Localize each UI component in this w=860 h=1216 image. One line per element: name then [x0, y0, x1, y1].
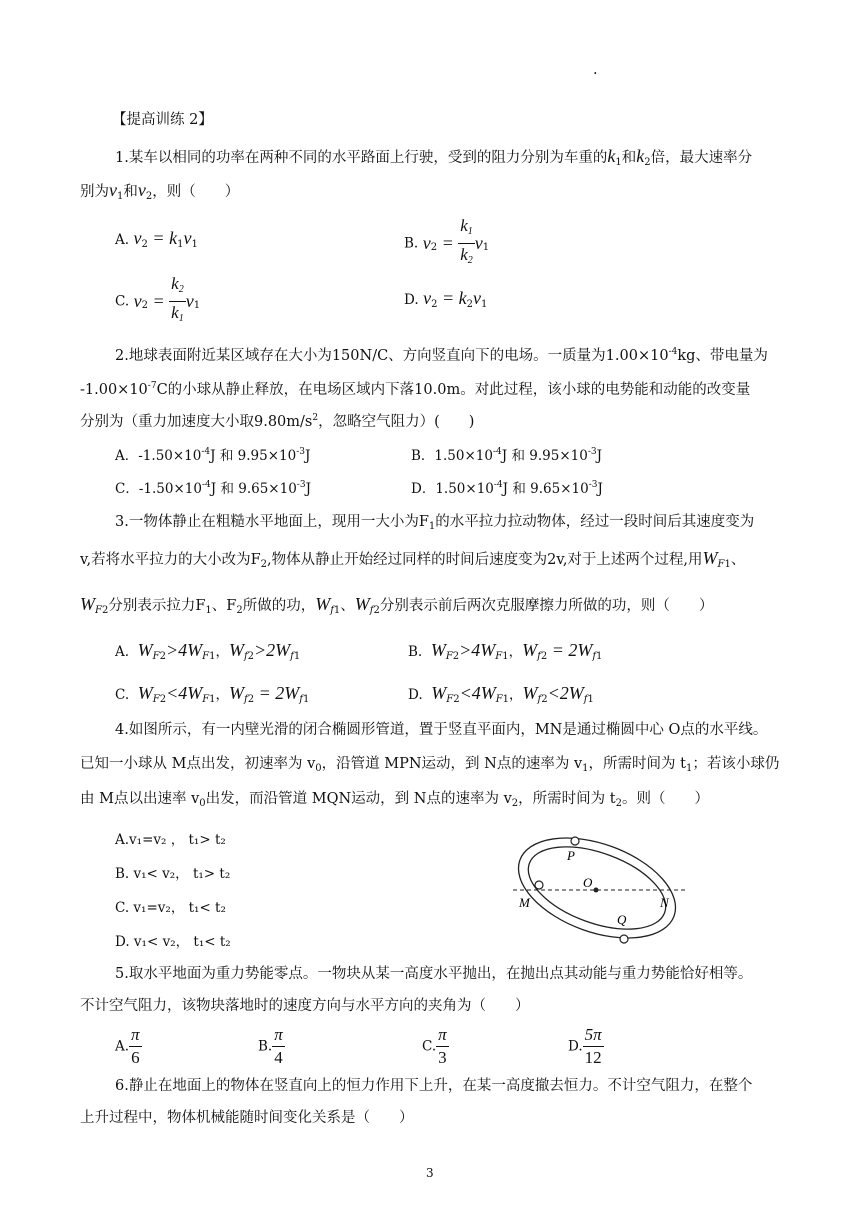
q5-line2: 不计空气阻力，该物块落地时的速度方向与水平方向的夹角为（ ） — [80, 998, 530, 1014]
q2-option-b: B．$1.50\times 10^{-4}J$ 和 $9.95\times 10^{-3}J$ — [411, 447, 603, 464]
q4-line3: 由 M点以出速率 $v_0$出发，而沿管道 MQN运动，到 N点的速率为 $v_2$，所需时间为 $t_2$。则（ ） — [80, 791, 709, 809]
section-title: 【提高训练 2】 — [112, 112, 213, 128]
q4-line1: 4.如图所示，有一内壁光滑的闭合椭圆形管道，置于竖直平面内，MN是通过椭圆中心 O点的水平线。 — [115, 722, 768, 738]
label-P: P — [567, 848, 575, 863]
q3-option-a: A. $W_{F2}>4W_{F1}$，$W_{f2}>2W_{f1}$ — [115, 640, 301, 662]
q3-line1: 3.一物体静止在粗糙水平地面上，现用一大小为$F_1$的水平拉力拉动物体，经过一段时间后其速度变为 — [115, 514, 755, 532]
q5-option-d: D. $\frac{5\pi}{12}$ — [568, 1025, 602, 1067]
q1-stem-line1: 1.某车以相同的功率在两种不同的水平路面上行驶，受到的阻力分别为车重的$k_1$和$k_2$倍，最大速率分 — [115, 146, 753, 168]
q2-line2: $-1.00\times 10^{-7}C$的小球从静止释放，在电场区域内下落10.0m。对此过程，该小球的电势能和动能的改变量 — [80, 381, 751, 398]
page-number: 3 — [426, 1166, 434, 1180]
label-M: M — [519, 895, 530, 910]
q1-stem-line2: 别为$v_1$和$v_2$，则（ ） — [80, 180, 240, 202]
q4-line2: 已知一小球从 M点出发，初速率为 $v_0$，沿管道 MPN运动，到 N点的速率为 $v_1$，所需时间为 $t_1$；若该小球仍 — [80, 756, 780, 774]
q1-option-c: C. $v_2$ = $\frac{k_2}{k_1}$ $v_1$ — [115, 274, 201, 324]
q2-option-d: D．$1.50\times 10^{-4}J$ 和 $9.65\times 10^{-3}J$ — [411, 480, 603, 497]
q6-line2: 上升过程中，物体机械能随时间变化关系是（ ） — [80, 1110, 414, 1126]
q3-option-b: B. $W_{F2}>4W_{F1}$，$W_{f2} = 2W_{f1}$ — [408, 640, 603, 662]
q5-option-b: B. $\frac{\pi}{4}$ — [258, 1025, 283, 1067]
q5-option-c: C. $\frac{\pi}{3}$ — [422, 1025, 447, 1067]
q3-line2: v,若将水平拉力的大小改为$F_2$,物体从静止开始经过同样的时间后速度变为2v,对于上述两个过程,用$W_{F1}$、 — [80, 548, 746, 570]
q2-option-a: A．$-1.50\times 10^{-4}J$ 和 $9.95\times 10^{-3}J$ — [115, 447, 311, 464]
q5-line1: 5.取水平地面为重力势能零点。一物块从某一高度水平抛出，在抛出点其动能与重力势能恰好相等。 — [115, 966, 753, 982]
label-O: O — [583, 875, 593, 890]
label-N: N — [660, 895, 669, 910]
q4-option-d: D. v₁< v₂， t₁< t₂ — [115, 934, 231, 950]
q3-option-d: D. $W_{F2}<4W_{F1}$，$W_{f2}<2W_{f1}$ — [408, 683, 594, 705]
q2-option-c: C．$-1.50\times 10^{-4}J$ 和 $9.65\times 10^{-3}J$ — [115, 480, 311, 497]
header-dot: . — [593, 62, 598, 78]
q5-option-a: A. $\frac{\pi}{6}$ — [115, 1025, 140, 1067]
q1-option-a: A. $v_2 = k_1v_1$ — [115, 228, 198, 250]
q1-option-d: D. $v_2 = k_2v_1$ — [404, 288, 488, 310]
q4-option-b: B. v₁< v₂， t₁> t₂ — [115, 866, 231, 882]
q2-line1: 2.地球表面附近某区域存在大小为150N/C、方向竖直向下的电场。一质量为$1.00\times 10^{-4}kg$、带电量为 — [115, 347, 768, 364]
q3-option-c: C. $W_{F2}<4W_{F1}$，$W_{f2} = 2W_{f1}$ — [115, 683, 310, 705]
ellipse-pipe-figure — [505, 828, 690, 948]
q6-line1: 6.静止在地面上的物体在竖直向上的恒力作用下上升，在某一高度撤去恒力。不计空气阻力，在整个 — [115, 1078, 753, 1094]
q1-option-b: B. $v_2$ = $\frac{k_1}{k_2}$ $v_1$ — [404, 216, 490, 266]
q4-option-a: A.v₁=v₂ ， t₁> t₂ — [115, 832, 226, 848]
q3-line3: $W_{F2}$分别表示拉力$F_1$、$F_2$所做的功，$W_{f1}$、$W_{f2}$分别表示前后两次克服摩擦力所做的功，则（ ） — [80, 594, 714, 616]
q4-option-c: C. v₁=v₂， t₁< t₂ — [115, 900, 226, 916]
q2-line3: 分别为（重力加速度大小取$9.80m/s^2$，忽略空气阻力）( ) — [80, 413, 475, 430]
label-Q: Q — [617, 912, 627, 927]
